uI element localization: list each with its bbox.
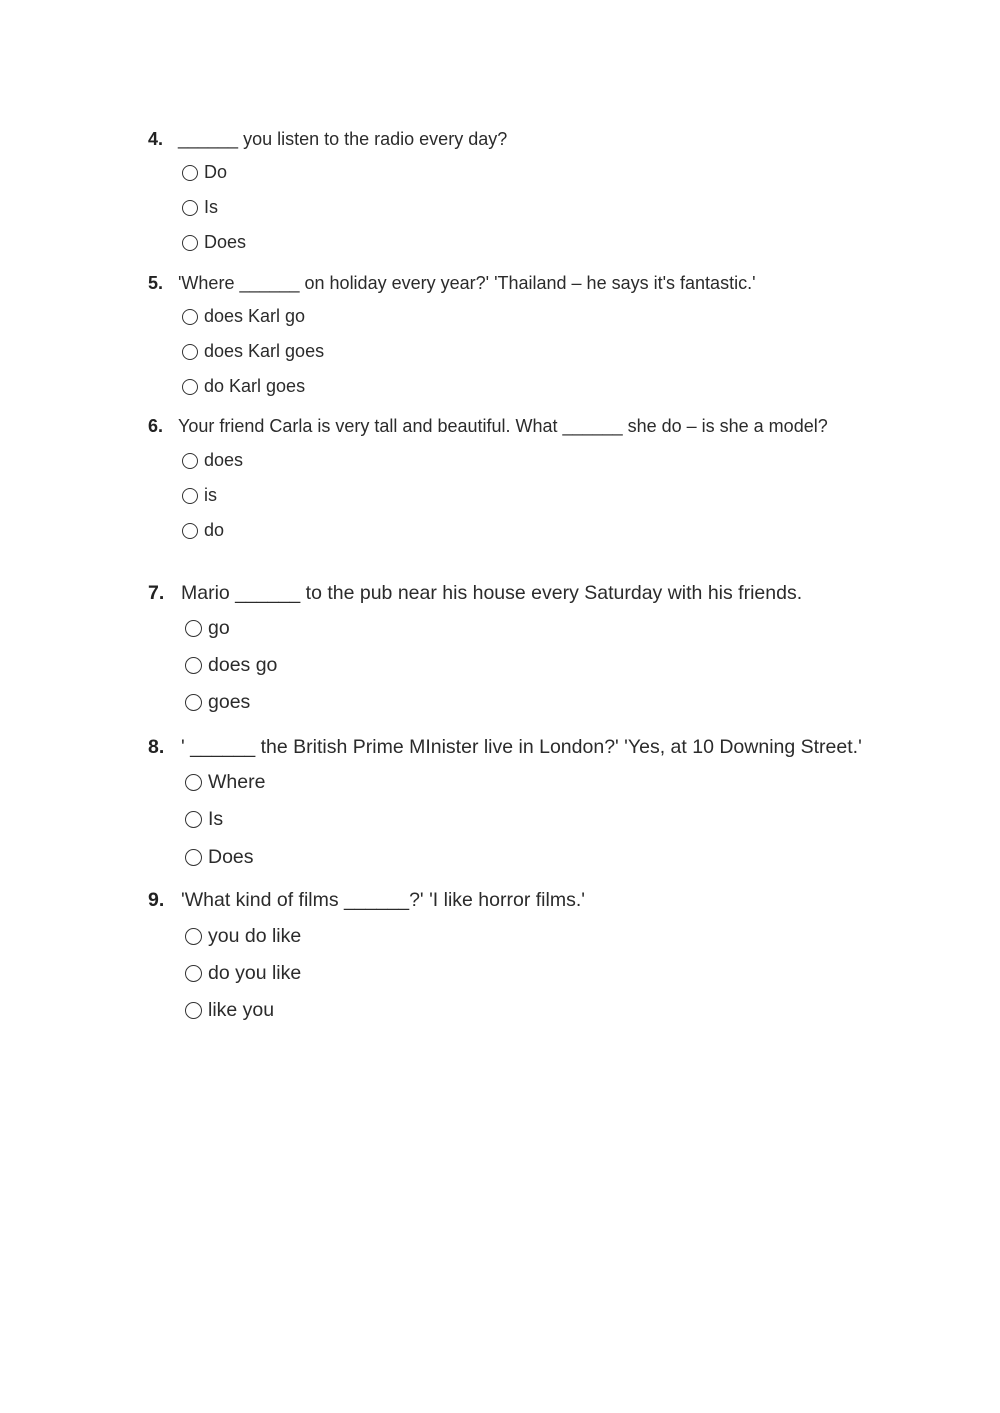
radio-button[interactable] <box>185 849 202 866</box>
option-c[interactable] <box>185 999 274 1022</box>
option-b[interactable] <box>185 654 277 677</box>
question-number: 4. <box>148 129 164 149</box>
option-a[interactable] <box>182 306 305 327</box>
option-label: Where <box>208 771 266 793</box>
radio-button[interactable] <box>182 235 198 251</box>
radio-button[interactable] <box>185 657 202 674</box>
option-label: does <box>204 450 244 470</box>
question-5 <box>148 273 968 396</box>
radio-button[interactable] <box>182 523 198 539</box>
radio-button[interactable] <box>185 1002 202 1019</box>
radio-button[interactable] <box>182 309 198 325</box>
question-text: ' ______ the British Prime MInister live in London?' 'Yes, at 10 Downing Street.' <box>181 736 862 758</box>
radio-button[interactable] <box>182 379 198 395</box>
option-label: Do <box>204 162 228 182</box>
question-line <box>148 889 968 911</box>
option-c[interactable] <box>185 846 254 869</box>
question-9 <box>148 889 968 1021</box>
radio-button[interactable] <box>182 200 198 216</box>
question-text: 'Where ______ on holiday every year?' 'Thailand – he says it's fantastic.' <box>178 273 756 293</box>
question-line <box>148 582 968 604</box>
option-label: you do like <box>208 925 302 947</box>
question-number: 6. <box>148 416 164 436</box>
option-label: Does <box>204 232 247 252</box>
option-a[interactable] <box>182 162 227 183</box>
option-b[interactable] <box>182 197 218 218</box>
option-label: go <box>208 617 230 639</box>
option-label: goes <box>208 691 251 713</box>
option-b[interactable] <box>185 962 301 985</box>
question-number: 8. <box>148 736 165 758</box>
option-label: do <box>204 520 225 540</box>
radio-button[interactable] <box>182 165 198 181</box>
option-label: does Karl go <box>204 306 306 326</box>
question-line <box>148 129 968 151</box>
question-line <box>148 273 968 295</box>
question-line <box>148 416 968 438</box>
option-label: do Karl goes <box>204 376 306 396</box>
option-label: does go <box>208 654 278 676</box>
radio-button[interactable] <box>185 928 202 945</box>
option-c[interactable] <box>182 376 305 397</box>
option-a[interactable] <box>185 617 230 640</box>
option-label: do you like <box>208 962 302 984</box>
option-a[interactable] <box>182 450 243 471</box>
option-a[interactable] <box>185 925 301 948</box>
option-c[interactable] <box>182 520 224 541</box>
option-label: Is <box>204 197 219 217</box>
radio-button[interactable] <box>182 488 198 504</box>
question-text: Mario ______ to the pub near his house every Saturday with his friends. <box>181 582 803 604</box>
radio-button[interactable] <box>185 694 202 711</box>
radio-button[interactable] <box>182 344 198 360</box>
radio-button[interactable] <box>182 453 198 469</box>
question-text: ______ you listen to the radio every day? <box>178 129 508 149</box>
option-label: Does <box>208 846 254 868</box>
radio-button[interactable] <box>185 774 202 791</box>
option-c[interactable] <box>185 691 250 714</box>
question-8 <box>148 736 968 868</box>
question-number: 9. <box>148 889 165 911</box>
option-label: like you <box>208 999 275 1021</box>
option-b[interactable] <box>182 485 217 506</box>
option-label: does Karl goes <box>204 341 325 361</box>
radio-button[interactable] <box>185 620 202 637</box>
option-a[interactable] <box>185 771 265 794</box>
option-b[interactable] <box>185 808 223 831</box>
radio-button[interactable] <box>185 965 202 982</box>
question-4 <box>148 129 968 252</box>
radio-button[interactable] <box>185 811 202 828</box>
option-label: Is <box>208 808 224 830</box>
question-number: 5. <box>148 273 164 293</box>
option-c[interactable] <box>182 232 246 253</box>
question-7 <box>148 582 968 713</box>
option-label: is <box>204 485 217 505</box>
question-number: 7. <box>148 582 165 604</box>
option-b[interactable] <box>182 341 324 362</box>
question-text: 'What kind of films ______?' 'I like horror films.' <box>181 889 585 911</box>
question-line <box>148 736 968 758</box>
question-6 <box>148 416 968 540</box>
question-text: Your friend Carla is very tall and beautiful. What ______ she do – is she a model? <box>178 416 828 436</box>
